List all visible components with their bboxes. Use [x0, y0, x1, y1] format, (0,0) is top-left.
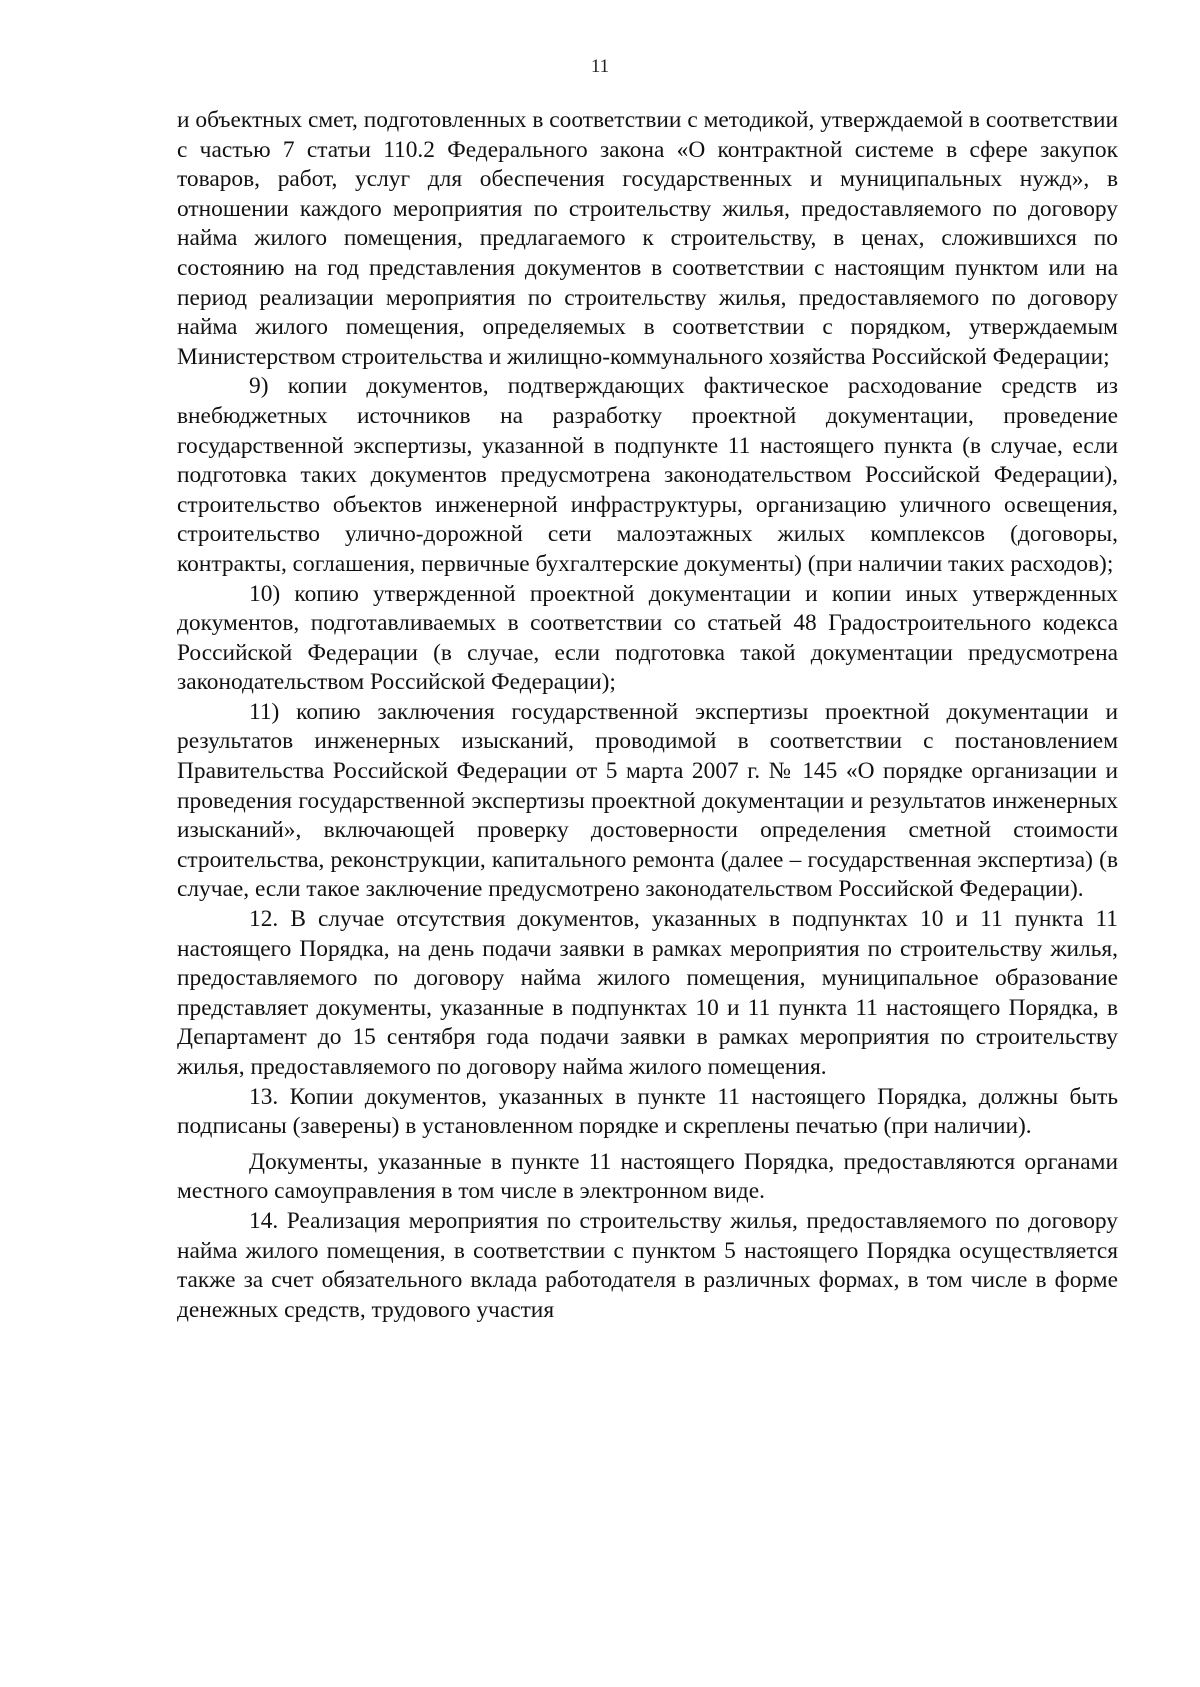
paragraph-continuation: и объектных смет, подготовленных в соответствии с методикой, утверждаемой в соответствии с частью 7 статьи 110.2 Федерального закона «О контрактной системе в сфере закупок товаров, работ, услуг для обеспечения государственных и муниципальных нужд», в отношении каждого мероприятия по строительству жилья, предоставляемого по договору найма жилого помещения, предлагаемого к строительству, в ценах, сложившихся по состоянию на год представления документов в соответствии с настоящим пунктом или на период реализации мероприятия по строительству жилья, предоставляемого по договору найма жилого помещения, определяемых в соответствии с порядком, утверждаемым Министерством строительства и жилищно-коммунального хозяйства Российской Федерации; — [177, 107, 1118, 370]
page-number: 11 — [590, 56, 610, 77]
paragraph-item-10: 10) копию утвержденной проектной документации и копии иных утвержденных документов, подготавливаемых в соответствии со статьей 48 Градостроительного кодекса Российской Федерации (в случае, если подготовка такой документации предусмотрена законодательством Российской Федерации); — [177, 580, 1118, 696]
paragraph-clause-12: 12. В случае отсутствия документов, указанных в подпунктах 10 и 11 пункта 11 настоящего Порядка, на день подачи заявки в рамках мероприятия по строительству жилья, предоставляемого по договору найма жилого помещения, муниципальное образование представляет документы, указанные в подпунктах 10 и 11 пункта 11 настоящего Порядка, в Департамент до 15 сентября года подачи заявки в рамках мероприятия по строительству жилья, предоставляемого по договору найма жилого помещения. — [177, 906, 1118, 1080]
paragraph-item-11: 11) копию заключения государственной экспертизы проектной документации и результатов инженерных изысканий, проводимой в соответствии с постановлением Правительства Российской Федерации от 5 марта 2007 г. № 145 «О порядке организации и проведения государственной экспертизы проектной документации и результатов инженерных изысканий», включающей проверку достоверности определения сметной стоимости строительства, реконструкции, капитального ремонта (далее – государственная экспертиза) (в случае, если такое заключение предусмотрено законодательством Российской Федерации). — [177, 698, 1118, 903]
paragraph-clause-13: 13. Копии документов, указанных в пункте 11 настоящего Порядка, должны быть подписаны (заверены) в установленном порядке и скреплены печатью (при наличии). — [177, 1083, 1118, 1140]
document-body — [177, 106, 1118, 1325]
paragraph-clause-14: 14. Реализация мероприятия по строительству жилья, предоставляемого по договору найма жилого помещения, в соответствии с пунктом 5 настоящего Порядка осуществляется также за счет обязательного вклада работодателя в различных формах, в том числе в форме денежных средств, трудового участия — [177, 1207, 1118, 1323]
paragraph-item-9: 9) копии документов, подтверждающих фактическое расходование средств из внебюджетных источников на разработку проектной документации, проведение государственной экспертизы, указанной в подпункте 11 настоящего пункта (в случае, если подготовка таких документов предусмотрена законодательством Российской Федерации), строительство объектов инженерной инфраструктуры, организацию уличного освещения, строительство улично-дорожной сети малоэтажных жилых комплексов (договоры, контракты, соглашения, первичные бухгалтерские документы) (при наличии таких расходов); — [177, 373, 1118, 577]
paragraph-documents-note: Документы, указанные в пункте 11 настоящего Порядка, предоставляются органами местного самоуправления в том числе в электронном виде. — [177, 1148, 1118, 1205]
